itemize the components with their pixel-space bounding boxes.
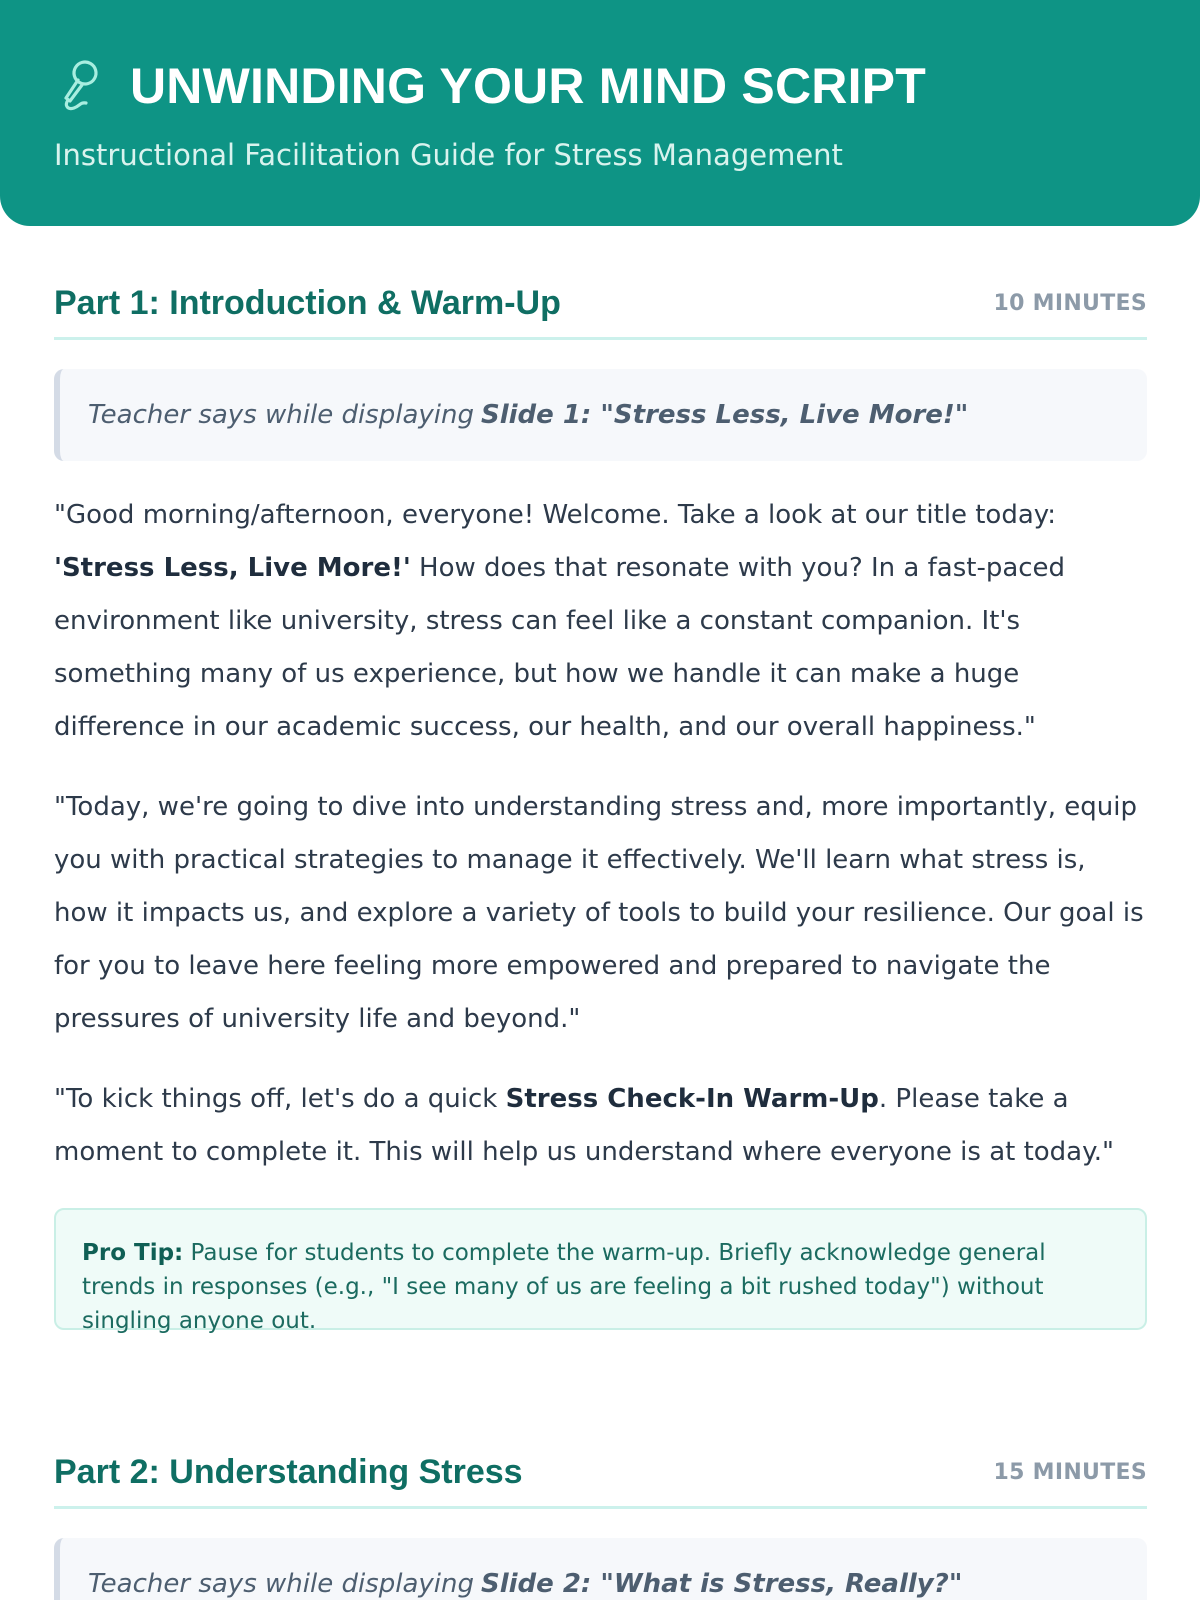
- microphone-icon: [54, 58, 104, 114]
- slide-cue-label: Slide 2: "What is Stress, Really?": [480, 1569, 963, 1599]
- pro-tip-box: [54, 1208, 1147, 1334]
- page-title: UNWINDING YOUR MIND SCRIPT: [130, 58, 926, 114]
- slide-cue: [54, 369, 1147, 461]
- paragraph-text: How does that resonate with you? In a fast-paced environment like university, stress can feel like a constant companion. It's something many of us experience, but how we handle it can make a huge difference in our academic success, our health, and our overall happiness.": [54, 553, 1066, 742]
- page-header: [0, 0, 1200, 226]
- paragraph-text: "To kick things off, let's do a quick: [54, 1084, 506, 1114]
- paragraph-text: "Good morning/afternoon, everyone! Welcome. Take a look at our title today:: [54, 500, 1057, 530]
- script-paragraph: [54, 489, 1147, 754]
- section-header: [54, 270, 1147, 340]
- section-title: Part 1: Introduction & Warm-Up: [54, 284, 561, 322]
- page-subtitle: Instructional Facilitation Guide for Stress Management: [54, 138, 843, 172]
- slide-cue-label: Slide 1: "Stress Less, Live More!": [480, 400, 969, 430]
- section-header: [54, 1439, 1147, 1509]
- section-duration: 15 MINUTES: [993, 1460, 1147, 1485]
- section-title: Part 2: Understanding Stress: [54, 1453, 523, 1491]
- script-paragraph: "Today, we're going to dive into understanding stress and, more importantly, equip you with practical strategies to manage it effectively. We'll learn what stress is, how it impacts us, and explore a variety of tools to build your resilience. Our goal is for you to leave here feeling more empowered and prepared to navigate the pressures of university life and beyond.": [54, 792, 1144, 1034]
- section-part-2: [54, 1439, 1147, 1600]
- slide-cue-prefix: Teacher says while displaying: [88, 400, 474, 430]
- pro-tip-text: Pause for students to complete the warm-up. Briefly acknowledge general trends in responses (e.g., "I see many of us are feeling a bit rushed today") without singling anyone out.: [82, 1240, 1046, 1334]
- paragraph-text: . Please take a moment to complete it. This will help us understand where everyone is at today.": [54, 1084, 1115, 1167]
- paragraph-emphasis: 'Stress Less, Live More!': [54, 553, 411, 583]
- paragraph-emphasis: Stress Check-In Warm-Up: [505, 1084, 879, 1114]
- script-paragraph: [54, 1073, 1147, 1179]
- pro-tip-label: Pro Tip:: [82, 1240, 184, 1266]
- script-content: [54, 270, 1147, 1600]
- title-row: [54, 54, 1200, 118]
- slide-cue-prefix: Teacher says while displaying: [88, 1569, 474, 1599]
- slide-cue: [54, 1538, 1147, 1600]
- section-duration: 10 MINUTES: [993, 291, 1147, 316]
